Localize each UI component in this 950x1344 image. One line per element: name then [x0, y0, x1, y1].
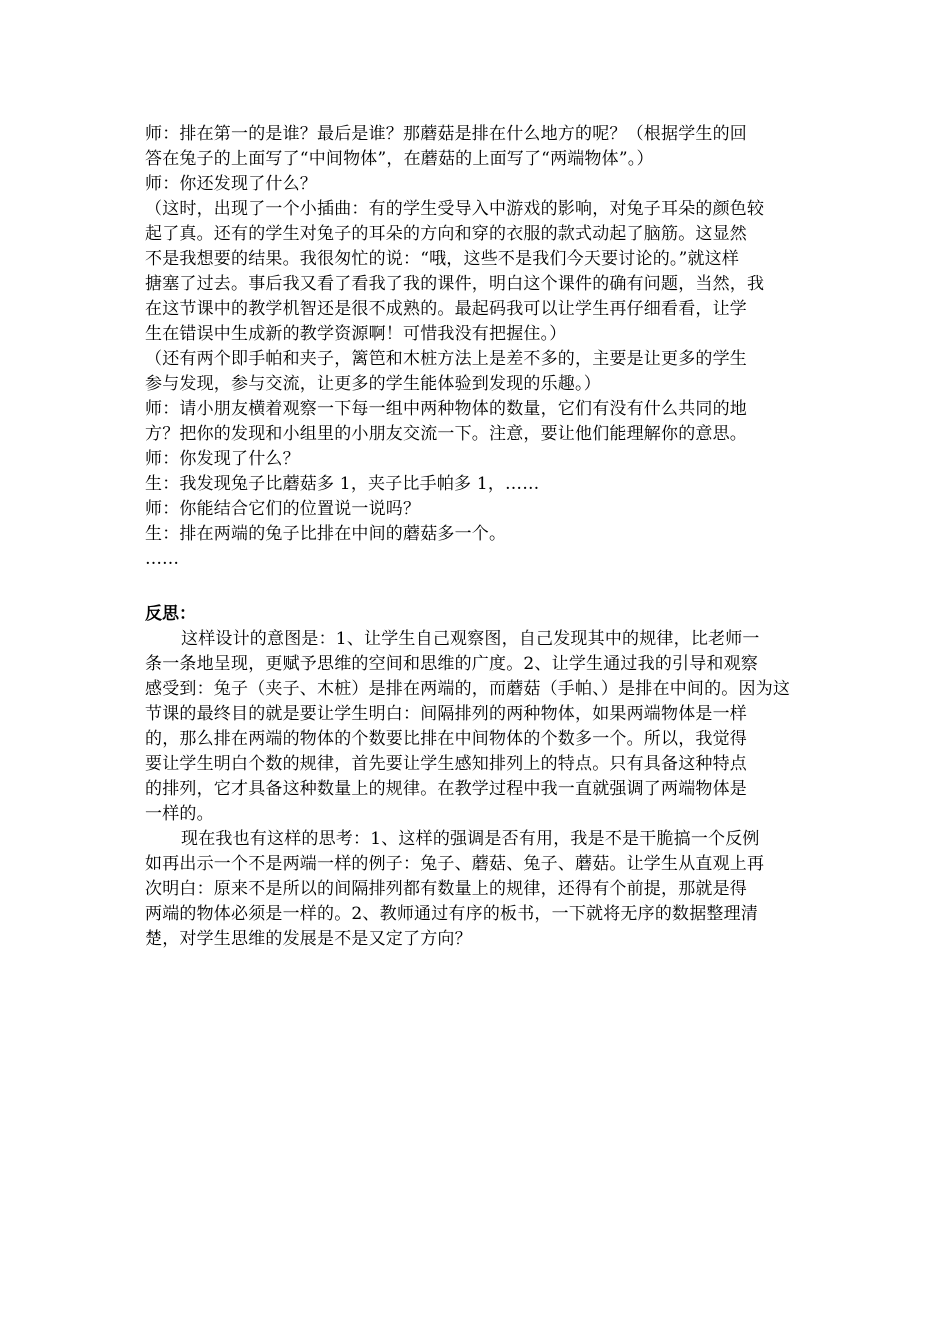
dialogue-line: 在这节课中的教学机智还是很不成熟的。最起码我可以让学生再仔细看看，让学	[145, 299, 747, 319]
document-page	[145, 122, 807, 952]
dialogue-line: 起了真。还有的学生对兔子的耳朵的方向和穿的衣服的款式动起了脑筋。这显然	[145, 224, 747, 244]
dialogue-line: 不是我想要的结果。我很匆忙的说：“哦，这些不是我们今天要讨论的。”就这样	[145, 249, 740, 269]
dialogue-line: 生：我发现兔子比蘑菇多 1，夹子比手帕多 1，……	[145, 474, 540, 494]
reflection-line: 楚，对学生思维的发展是不是又定了方向？	[145, 929, 472, 949]
reflection-line: 感受到：兔子（夹子、木桩）是排在两端的，而蘑菇（手帕、）是排在中间的。因为这	[145, 679, 791, 699]
dialogue-line: 师：请小朋友横着观察一下每一组中两种物体的数量，它们有没有什么共同的地	[145, 399, 747, 419]
dialogue-line: 搪塞了过去。事后我又看了看我了我的课件，明白这个课件的确有问题，当然，我	[145, 274, 765, 294]
reflection-line: 节课的最终目的就是要让学生明白：间隔排列的两种物体，如果两端物体是一样	[145, 704, 747, 724]
reflection-line: 一样的。	[145, 804, 214, 824]
dialogue-line: 生在错误中生成新的教学资源啊！可惜我没有把握住。）	[145, 324, 567, 344]
reflection-line: 要让学生明白个数的规律，首先要让学生感知排列上的特点。只有具备这种特点	[145, 754, 747, 774]
dialogue-line: 答在兔子的上面写了“中间物体”，在蘑菇的上面写了“两端物体”。）	[145, 149, 654, 169]
dialogue-line: （还有两个即手帕和夹子，篱笆和木桩方法上是差不多的，主要是让更多的学生	[145, 349, 747, 369]
dialogue-line: 师：你能结合它们的位置说一说吗？	[145, 499, 421, 519]
reflection-line: 这样设计的意图是：1、让学生自己观察图，自己发现其中的规律，比老师一	[181, 629, 760, 649]
reflection-paragraph-2	[145, 827, 807, 952]
reflection-heading: 反思：	[145, 604, 196, 624]
reflection-line: 的，那么排在两端的物体的个数要比排在中间物体的个数多一个。所以，我觉得	[145, 729, 747, 749]
dialogue-section	[145, 122, 807, 572]
dialogue-line: 师：排在第一的是谁？最后是谁？那蘑菇是排在什么地方的呢？（根据学生的回	[145, 124, 747, 144]
reflection-line: 次明白：原来不是所以的间隔排列都有数量上的规律，还得有个前提，那就是得	[145, 879, 747, 899]
reflection-line: 条一条地呈现，更赋予思维的空间和思维的广度。2、让学生通过我的引导和观察	[145, 654, 759, 674]
dialogue-ellipsis: ……	[145, 549, 179, 569]
dialogue-line: 师：你还发现了什么？	[145, 174, 317, 194]
dialogue-line: （这时，出现了一个小插曲：有的学生受导入中游戏的影响，对兔子耳朵的颜色较	[145, 199, 765, 219]
reflection-line: 现在我也有这样的思考：1、这样的强调是否有用，我是不是干脆搞一个反例	[181, 829, 760, 849]
reflection-paragraph-1	[145, 627, 807, 827]
dialogue-line: 方？把你的发现和小组里的小朋友交流一下。注意，要让他们能理解你的意思。	[145, 424, 747, 444]
reflection-line: 如再出示一个不是两端一样的例子：兔子、蘑菇、兔子、蘑菇。让学生从直观上再	[145, 854, 765, 874]
dialogue-line: 生：排在两端的兔子比排在中间的蘑菇多一个。	[145, 524, 507, 544]
reflection-line: 的排列，它才具备这种数量上的规律。在教学过程中我一直就强调了两端物体是	[145, 779, 747, 799]
dialogue-line: 参与发现，参与交流，让更多的学生能体验到发现的乐趣。）	[145, 374, 601, 394]
dialogue-line: 师：你发现了什么？	[145, 449, 300, 469]
reflection-line: 两端的物体必须是一样的。2、教师通过有序的板书，一下就将无序的数据整理清	[145, 904, 759, 924]
